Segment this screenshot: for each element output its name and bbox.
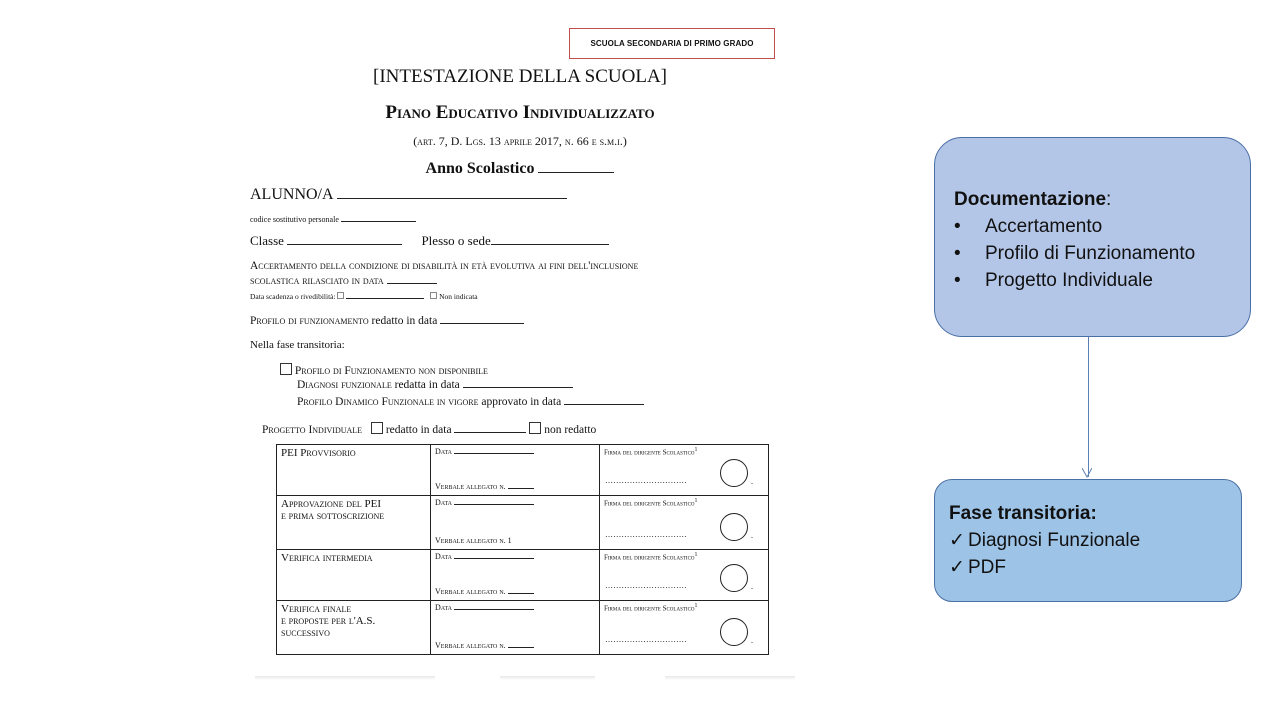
- stamp-circle: [720, 459, 748, 487]
- date-field: [454, 503, 534, 505]
- signature-footnote: 1: [694, 603, 698, 609]
- circle-dot: .: [751, 582, 753, 591]
- project-not-drafted-label: non redatto: [544, 424, 597, 436]
- row-label-3: successivo: [281, 627, 330, 639]
- student-field: [337, 197, 567, 199]
- documentation-callout: [934, 137, 1251, 337]
- minutes-field: [508, 592, 534, 594]
- row-label: PEI Provvisorio: [281, 447, 356, 459]
- profile-unavailable-label: Profilo di Funzionamento non disponibile: [294, 365, 488, 377]
- class-line: [250, 233, 609, 249]
- row-label: Verifica intermedia: [281, 552, 373, 564]
- stamp-circle: [720, 513, 748, 541]
- list-item-label: PDF: [968, 557, 1006, 578]
- functional-diagnosis-date-field: [463, 386, 573, 388]
- table-row: [277, 445, 769, 496]
- arrow-down-icon: [1082, 468, 1092, 478]
- date-field: [454, 452, 534, 454]
- not-indicated-checkbox[interactable]: [430, 292, 437, 299]
- functional-diagnosis-label: Diagnosi funzionale: [297, 379, 392, 391]
- profile-drafted-label: redatto in data: [371, 315, 438, 327]
- transitional-title-line: [949, 500, 1241, 527]
- signature-dots: …………………………: [605, 635, 687, 644]
- substitute-code-label: codice sostitutivo personale: [250, 215, 339, 224]
- row-label-cell: [277, 550, 431, 601]
- minutes-label: Verbale allegato n.: [435, 482, 506, 491]
- circle-dot: .: [751, 477, 753, 486]
- list-item: • Progetto Individuale: [954, 267, 1250, 294]
- expiry-date-field: [346, 297, 424, 299]
- signature-label: Firma del dirigente Scolastico: [604, 448, 695, 457]
- minutes-line: [435, 641, 534, 650]
- date-label: Data: [435, 447, 452, 456]
- table-row: [277, 496, 769, 550]
- document-title: Piano Educativo Individualizzato: [385, 102, 655, 123]
- signature-dots: …………………………: [605, 581, 687, 590]
- not-indicated-label: Non indicata: [439, 292, 478, 301]
- signature-footnote: 1: [694, 447, 698, 453]
- list-item-label: Diagnosi Funzionale: [968, 530, 1141, 551]
- profile-unavailable-checkbox[interactable]: [280, 363, 292, 375]
- checkmark-icon: ✓: [949, 557, 965, 578]
- accertamento-line2: [250, 275, 437, 287]
- dynamic-profile-label: Profilo Dinamico Funzionale in vigore: [297, 396, 479, 408]
- site-field: [491, 243, 609, 245]
- row-label: Approvazione del PEI: [281, 498, 382, 510]
- list-item: • Accertamento: [954, 213, 1250, 240]
- expiry-checkbox[interactable]: [337, 292, 344, 299]
- stamp-circle: [720, 618, 748, 646]
- transitional-list: [949, 527, 1241, 581]
- date-cell: [431, 601, 600, 655]
- minutes-line: [435, 536, 512, 545]
- profile-date-field: [440, 322, 524, 324]
- individual-project-line: [262, 422, 596, 436]
- connector-line: [1088, 337, 1089, 477]
- page-shadow: [665, 676, 795, 680]
- checkmark-icon: ✓: [949, 530, 965, 551]
- student-line: [250, 186, 567, 204]
- signature-footnote: 1: [694, 498, 698, 504]
- signature-label: Firma del dirigente Scolastico: [604, 499, 695, 508]
- accertamento-date-field: [387, 282, 437, 284]
- transitional-phase-label: Nella fase transitoria:: [250, 339, 345, 351]
- school-level-box: [569, 28, 775, 59]
- signature-cell: [600, 601, 769, 655]
- date-label: Data: [435, 498, 452, 507]
- date-cell: [431, 496, 600, 550]
- date-cell: [431, 445, 600, 496]
- stamp-circle: [720, 564, 748, 592]
- project-not-drafted-checkbox[interactable]: [529, 422, 541, 434]
- profile-label: Profilo di funzionamento: [250, 315, 369, 327]
- signature-footnote: 1: [694, 552, 698, 558]
- expiry-line: [250, 292, 478, 301]
- table-row: [277, 550, 769, 601]
- school-year-line: [250, 160, 790, 178]
- substitute-code-field: [341, 220, 416, 222]
- school-level-text: SCUOLA SECONDARIA DI PRIMO GRADO: [590, 39, 754, 48]
- signature-dots: …………………………: [605, 530, 687, 539]
- list-item: [949, 527, 1241, 554]
- student-label: ALUNNO/A: [250, 186, 333, 203]
- documentation-title: Documentazione: [954, 189, 1107, 210]
- list-item: [949, 554, 1241, 581]
- accertamento-line1: Accertamento della condizione di disabilità in età evolutiva ai fini dell'inclusione: [250, 260, 639, 272]
- documentation-colon: :: [1106, 189, 1112, 210]
- minutes-line: [435, 482, 534, 491]
- date-field: [454, 608, 534, 610]
- pei-document: [250, 24, 800, 684]
- date-field: [454, 557, 534, 559]
- transitional-title: Fase transitoria:: [949, 503, 1097, 524]
- row-label: Verifica finale: [281, 603, 352, 615]
- list-item: • Profilo di Funzionamento: [954, 240, 1250, 267]
- circle-dot: .: [751, 636, 753, 645]
- functional-diagnosis-drafted: redatta in data: [394, 379, 460, 391]
- minutes-label: Verbale allegato n.: [435, 641, 506, 650]
- minutes-number: 1: [507, 536, 512, 545]
- minutes-label: Verbale allegato n.: [435, 587, 506, 596]
- date-cell: [431, 550, 600, 601]
- dynamic-profile-line: [297, 396, 644, 408]
- signature-dots: …………………………: [605, 476, 687, 485]
- individual-project-label: Progetto Individuale: [262, 424, 363, 436]
- signature-table: [276, 444, 769, 655]
- project-drafted-checkbox[interactable]: [371, 422, 383, 434]
- profile-unavailable-line: [280, 363, 488, 377]
- row-label-cell: [277, 445, 431, 496]
- date-label: Data: [435, 603, 452, 612]
- minutes-label: Verbale allegato n.: [435, 536, 506, 545]
- signature-cell: [600, 550, 769, 601]
- documentation-title-line: [954, 186, 1250, 213]
- signature-label: Firma del dirigente Scolastico: [604, 604, 695, 613]
- project-date-field: [454, 431, 526, 433]
- substitute-code-line: [250, 215, 416, 224]
- signature-label: Firma del dirigente Scolastico: [604, 553, 695, 562]
- class-field: [287, 243, 402, 245]
- row-label-cell: [277, 496, 431, 550]
- row-label-2: e proposte per l'A.S.: [281, 615, 376, 627]
- minutes-line: [435, 587, 534, 596]
- row-label-cell: [277, 601, 431, 655]
- transitional-callout: [934, 479, 1242, 602]
- page-shadow: [500, 676, 595, 680]
- expiry-label: Data scadenza o rivedibilità:: [250, 292, 336, 301]
- circle-dot: .: [751, 531, 753, 540]
- signature-cell: [600, 496, 769, 550]
- profile-line: [250, 315, 524, 327]
- functional-diagnosis-line: [297, 379, 573, 391]
- project-drafted-label: redatto in data: [385, 424, 452, 436]
- dynamic-profile-approved: approvato in data: [481, 396, 562, 408]
- accertamento-line2-text: scolastica rilasciato in data: [250, 275, 384, 287]
- minutes-field: [508, 487, 534, 489]
- row-label-2: e prima sottoscrizione: [281, 510, 385, 522]
- page-shadow: [255, 676, 435, 680]
- dynamic-profile-date-field: [564, 403, 644, 405]
- date-label: Data: [435, 552, 452, 561]
- site-label: Plesso o sede: [421, 233, 491, 248]
- documentation-list: [954, 213, 1250, 294]
- legal-reference: (art. 7, D. Lgs. 13 aprile 2017, n. 66 e s.m.i.): [413, 134, 627, 148]
- signature-cell: [600, 445, 769, 496]
- school-year-field: [538, 171, 614, 173]
- school-year-label: Anno Scolastico: [425, 160, 535, 177]
- school-header: [INTESTAZIONE DELLA SCUOLA]: [373, 66, 667, 87]
- table-row: [277, 601, 769, 655]
- minutes-field: [508, 646, 534, 648]
- class-label: Classe: [250, 233, 284, 248]
